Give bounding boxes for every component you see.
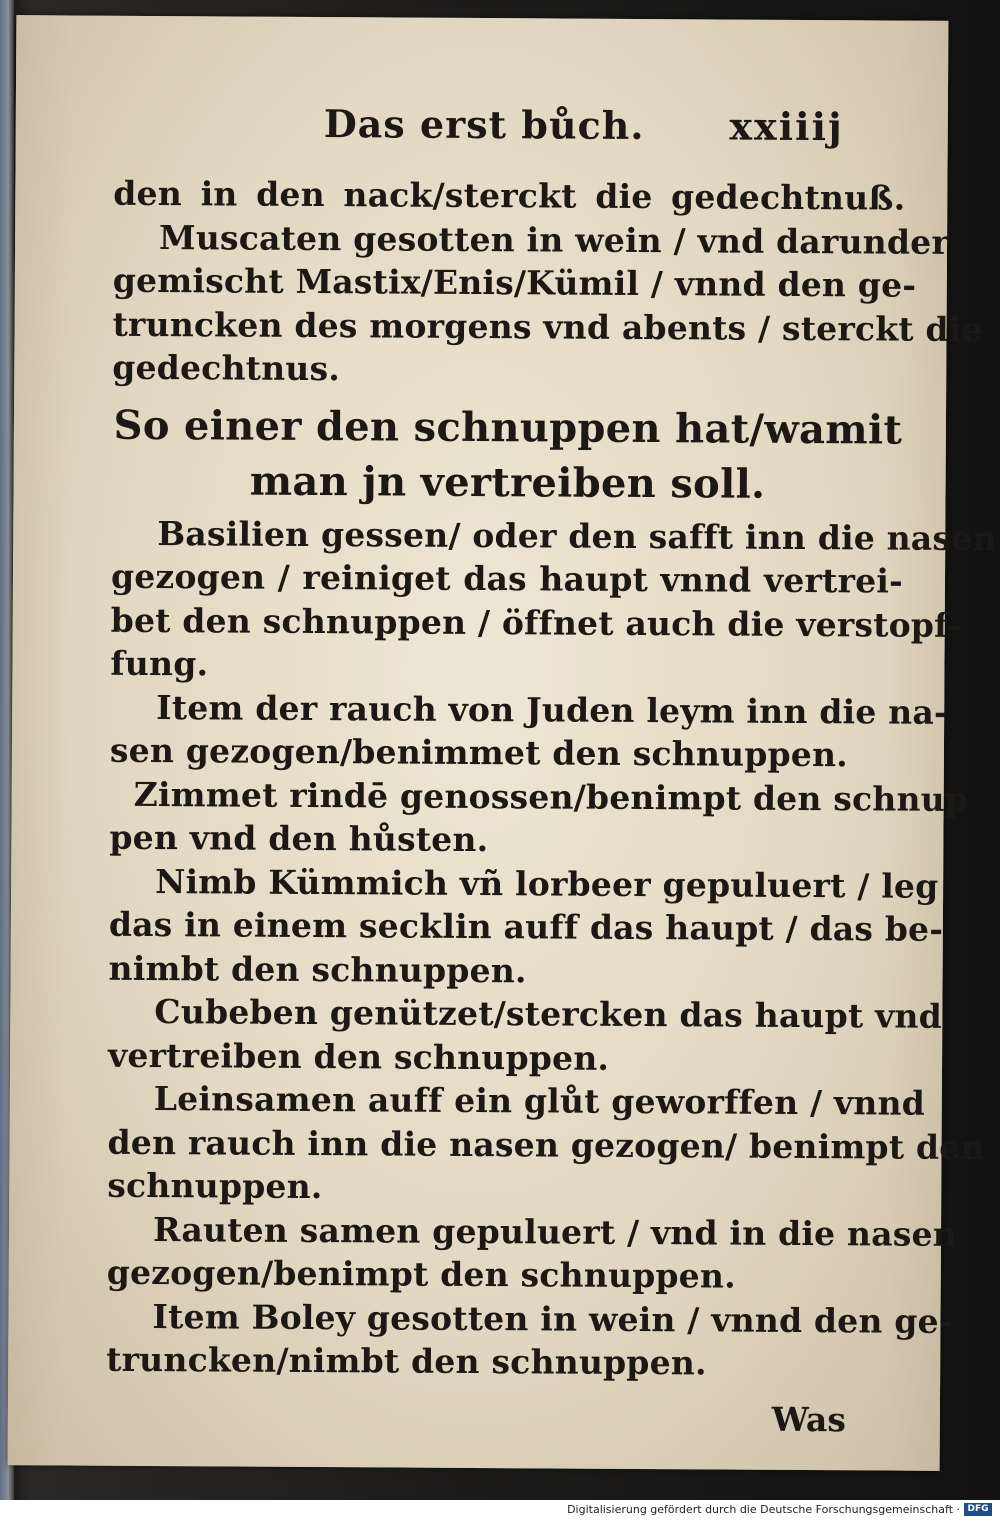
page-header [113, 94, 905, 177]
text-line: pen vnd den hůsten. [109, 817, 489, 860]
dfg-logo-icon: DFG [964, 1503, 992, 1516]
text-line: Muscaten gesotten in wein / vnd darunder [158, 217, 950, 262]
page-text [106, 94, 997, 1450]
digitization-footer [0, 1500, 1000, 1520]
text-line: Leinsamen auff ein glůt geworffen / vnnd [153, 1079, 926, 1123]
text-line: gezogen/benimpt den schnuppen. [106, 1252, 736, 1296]
text-line: gemischt Mastix/Enis/Kümil / vnnd den ge- [112, 260, 917, 305]
text-line: sen gezogen/benimmet den schnuppen. [109, 730, 849, 775]
text-line: Basilien gessen/ oder den safft inn die nasen [157, 513, 997, 558]
text-line: Rauten samen gepuluert / vnd in die nasen [152, 1209, 958, 1254]
text-line: das in einem secklin auff das haupt / das be- [108, 904, 944, 949]
text-line: truncken des morgens vnd abents / sterckt die [112, 304, 983, 349]
text-line: gedechtnus. [112, 347, 341, 389]
text-line: fung. [110, 643, 209, 684]
folio-number: xxiiij [729, 103, 844, 150]
funding-credit: Digitalisierung gefördert durch die Deutsche Forschungsgemeinschaft · [567, 1503, 960, 1516]
text-line: Item der rauch von Juden leym inn die na- [156, 687, 949, 732]
text-line: schnuppen. [107, 1165, 323, 1207]
text-line: Zimmet rindē genossen/benimpt den schnup [133, 774, 969, 819]
running-title: Das erst bůch. [323, 101, 645, 149]
section-heading: man jn vertreiben soll. [249, 457, 766, 508]
text-line: truncken/nimbt den schnuppen. [106, 1339, 707, 1383]
section-heading: So einer den schnuppen hat/wamit [113, 401, 903, 454]
text-line: Item Boley gesotten in wein / vnnd den ge- [152, 1296, 953, 1341]
text-line: den rauch inn die nasen gezogen/ benimpt den [107, 1122, 985, 1167]
text-line: nimbt den schnuppen. [108, 948, 527, 990]
text-line: Cubeben genützet/stercken das haupt vnd [154, 992, 943, 1036]
text-line: den in den nack/sterckt die gedechtnuß. [113, 173, 906, 218]
text-line: Nimb Kümmich vñ lorbeer gepuluert / leg [155, 861, 939, 906]
catchword: Was [771, 1399, 846, 1439]
text-line: bet den schnuppen / öffnet auch die verstopf- [110, 600, 962, 645]
text-line: gezogen / reiniget das haupt vnnd vertrei- [110, 556, 904, 601]
book-page [8, 15, 997, 1471]
text-line: vertreiben den schnuppen. [107, 1035, 610, 1078]
